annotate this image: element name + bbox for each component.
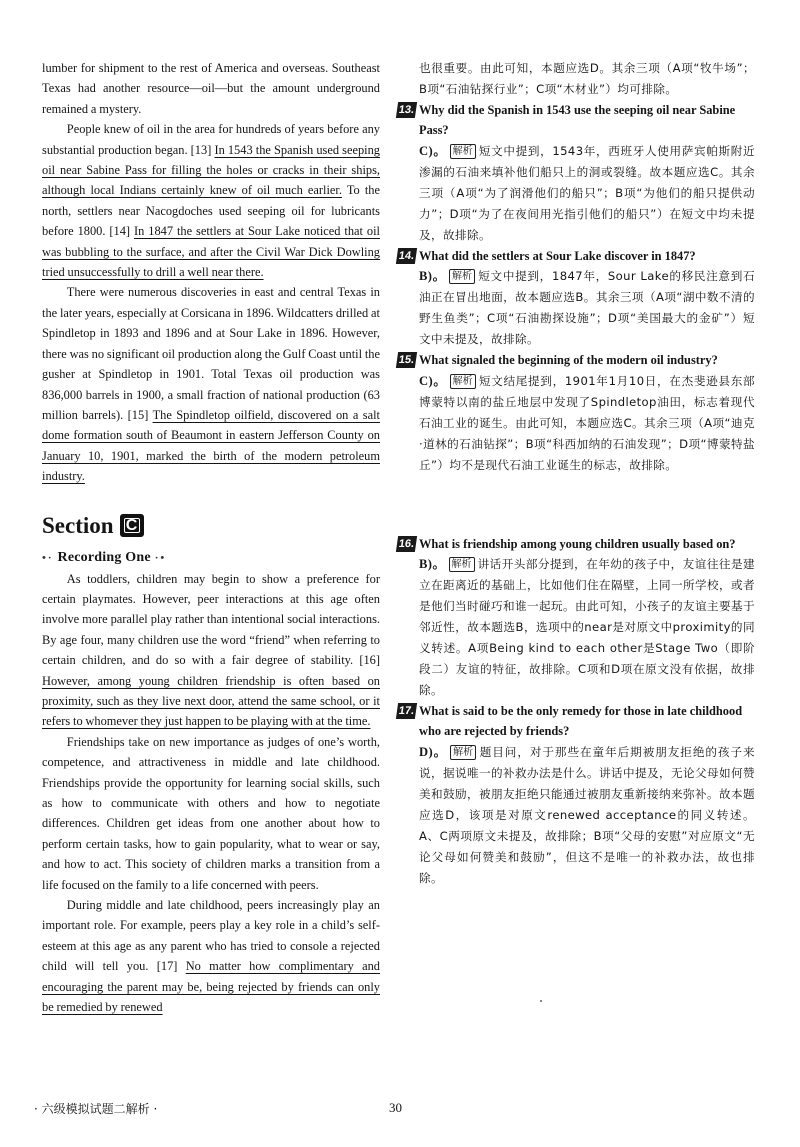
right-column — [397, 58, 755, 889]
passage-text: To the north, settlers near Nacogdoches used seeping oil for lubricants before 1800. [14] — [42, 183, 380, 239]
explanation-continued: 也很重要。由此可知，本题应选D。其余三项（A项“牧牛场”；B项“石油钻探行业”；C项“木材业”）均可排除。 — [419, 61, 755, 96]
passage-paragraph-1: lumber for shipment to the rest of America and overseas. Southeast Texas had another resource—oil—but the amount underground remained a mystery. — [42, 61, 380, 116]
left-column — [42, 58, 380, 1017]
question-text: What is friendship among young children usually based on? — [419, 536, 736, 551]
question-number-badge: 17. — [396, 703, 417, 719]
page-number: 30 — [389, 1100, 402, 1115]
answer-letter: C)。 — [419, 143, 447, 158]
explanation-16 — [397, 554, 755, 701]
print-speck — [540, 1000, 542, 1002]
underlined-evidence-16: However, among young children friendship is often based on proximity, such as they live next door, attend the same school, or it refers to whomever they just happen to be playing with at the time. — [42, 673, 380, 729]
recording-paragraph-1 — [42, 569, 380, 732]
explanation-text: 题目问，对于那些在童年后期被朋友拒绝的孩子来说，据说唯一的补救办法是什么。讲话中提及，无论父母如何赞美和鼓励，被朋友拒绝只能通过被朋友重新接纳来弥补。故本题应选D，该项是对原文renewed acceptance的同义转述。A、C两项原文未提及，故排除；B项“父母的安慰”对应原文“无论父母如何赞美和鼓励”，但这不是唯一的补救办法，故也排除。 — [419, 744, 755, 885]
analysis-tag: 解析 — [450, 374, 476, 389]
passage-text: There were numerous discoveries in east and central Texas in the later years, especially at Corsicana in 1896. Wildcatters drilled at Spindletop in 1893 and 1896 and at Sour Lake in 1896. However, there was no significant oil production along the Gulf Coast until the gusher at Spindletop in 1901. Total Texas oil production was 836,000 barrels in 1900, a small fraction of national production (63 million barrels). [15] — [42, 285, 380, 422]
passage-text: People knew of oil in the area for hundreds of years before any substantial production began. [13] — [42, 122, 380, 157]
explanation-14 — [397, 266, 755, 350]
section-c-explanations — [397, 534, 755, 889]
question-text: What did the settlers at Sour Lake discover in 1847? — [419, 248, 696, 263]
section-badge-letter: C — [125, 516, 138, 534]
decorative-dots-icon: •· — [42, 551, 54, 564]
question-13 — [397, 100, 755, 141]
recording-title: Recording One — [57, 549, 151, 565]
section-c-badge-icon — [120, 514, 144, 537]
answer-letter: B)。 — [419, 269, 446, 284]
footer-title: · 六级模拟试题二解析 · — [34, 1102, 158, 1116]
section-heading — [42, 511, 380, 541]
explanation-15 — [397, 371, 755, 476]
question-number-badge: 16. — [396, 536, 417, 552]
underlined-evidence-13: In 1543 the Spanish used seeping oil near Sabine Pass for filling the holes or cracks in their ships, although local Indians certainly knew of oil much earlier. — [42, 142, 381, 198]
question-text: Why did the Spanish in 1543 use the seeping oil near Sabine Pass? — [419, 103, 736, 138]
answer-letter: B)。 — [419, 557, 446, 572]
question-number-badge: 14. — [396, 248, 417, 264]
analysis-tag: 解析 — [450, 745, 476, 760]
recording-heading — [42, 547, 380, 569]
underlined-evidence-14: In 1847 the settlers at Sour Lake noticed that oil was bubbling to the surface, and after the Civil War Dick Dowling tried unsuccessfully to drill a well near there. — [42, 224, 380, 280]
underlined-evidence-17: No matter how complimentary and encouraging the parent may be, being rejected by friends can only be remedied by renewed — [42, 959, 380, 1015]
explanation-text: 短文中提到，1543年，西班牙人使用萨宾帕斯附近渗漏的石油来填补他们船只上的洞或裂缝。故本题应选C。其余三项（A项“为了润滑他们的船只”；B项“为他们的船只提供动力”；D项“为了在夜间用光指引他们的船只”）在短文中均未提及，故排除。 — [419, 143, 755, 242]
question-number-badge: 13. — [396, 102, 417, 118]
explanation-17 — [397, 742, 755, 889]
explanation-text: 短文中提到，1847年，Sour Lake的移民注意到石油正在冒出地面，故本题应选B。其余三项（A项“湖中数不清的野生鱼类”；C项“石油勘探设施”；D项“美国最大的金矿”）短文中未提及，故排除。 — [419, 269, 755, 347]
underlined-evidence-15: The Spindletop oilfield, discovered on a salt dome formation south of Beaumont in eastern Jefferson County on January 10, 1901, marked the birth of the modern petroleum industry. — [42, 407, 380, 484]
analysis-tag: 解析 — [449, 269, 475, 284]
question-text: What signaled the beginning of the modern oil industry? — [419, 353, 718, 368]
question-text: What is said to be the only remedy for those in late childhood who are rejected by friends? — [419, 704, 743, 739]
explanation-text: 讲话开头部分提到，在年幼的孩子中，友谊往往是建立在距离近的基础上，比如他们住在隔壁，上同一所学校，或者是他们当时碰巧和谁一起玩。由此可知，小孩子的友谊主要基于邻近性，故本题选B，选项中的near是对原文中proximity的同义转述。A项Being kind to each other是Stage Two（即阶段二）友谊的特征，故排除。C项和D项在原文没有依据，故排除。 — [419, 557, 755, 698]
explanation-13 — [397, 141, 755, 246]
question-15 — [397, 350, 755, 370]
answer-letter: D)。 — [419, 744, 448, 759]
decorative-dots-icon: ·• — [154, 551, 167, 564]
question-17 — [397, 701, 755, 742]
question-14 — [397, 246, 755, 266]
analysis-tag: 解析 — [449, 557, 475, 572]
recording-paragraph-3 — [42, 895, 380, 1017]
recording-text: During middle and late childhood, peers increasingly play an important role. For example, peers play a key role in a child’s self-esteem at this age as any parent who has tried to console a rejected child will tell you. [17] — [42, 898, 380, 974]
explanation-text: 短文结尾提到，1901年1月10日，在杰斐逊县东部博蒙特以南的盐丘地层中发现了Spindletop油田，标志着现代石油工业的诞生。由此可知，本题应选C。其余三项（A项“迪克·道林的石油钻探”；B项“科西加纳的石油发现”；D项“博蒙特盐丘”）均不是现代石油工业诞生的标志，故排除。 — [419, 373, 755, 472]
page-footer — [0, 1100, 800, 1124]
question-number-badge: 15. — [396, 352, 417, 368]
passage-paragraph-3 — [42, 282, 380, 486]
answer-letter: C)。 — [419, 373, 447, 388]
question-16 — [397, 534, 755, 554]
analysis-tag: 解析 — [450, 144, 476, 159]
passage-paragraph-2 — [42, 119, 380, 282]
recording-text: As toddlers, children may begin to show a preference for certain playmates. However, peer interactions at this age often involve more parallel play rather than intentional social interactions. By age four, many children use the word “friend” when referring to certain children, and do so with a fair degree of stability. [16] — [42, 571, 380, 668]
recording-paragraph-2: Friendships take on new importance as judges of one’s worth, competence, and attractiveness in middle and late childhood. Friendships provide the opportunity for learning social skills, such as how to communicate with others and how to negotiate differences. Children get ideas from one another about how to perform certain tasks, how to gain popularity, what to wear or say, and how to act. This society of children marks a transition from a life focused on the family to a life concerned with peers. — [42, 734, 380, 892]
section-label: Section — [42, 512, 114, 538]
